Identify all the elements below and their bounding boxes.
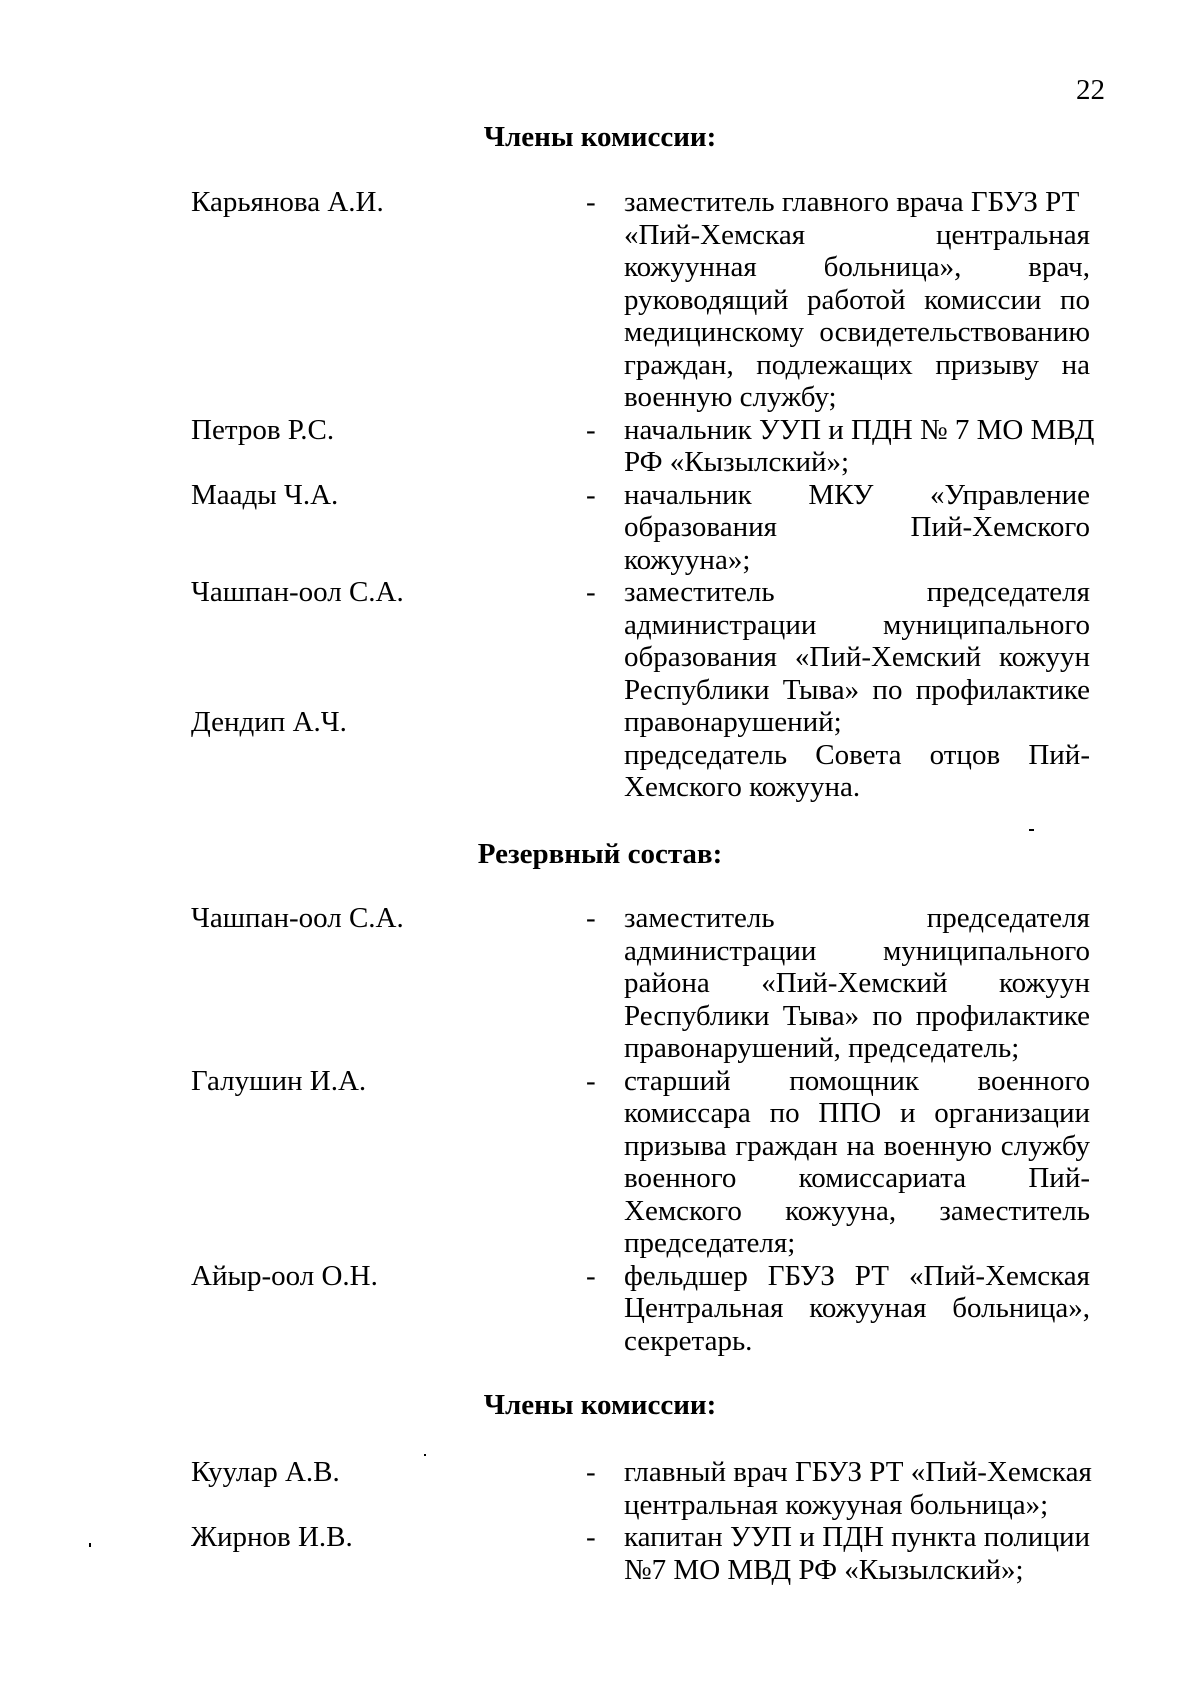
member-dash: - [586, 413, 596, 446]
scan-speck [89, 1543, 91, 1547]
member-dash: - [586, 1064, 596, 1097]
member-role-line: кожуунная больница», врач, [624, 251, 1090, 283]
member-role-line: фельдшер ГБУЗ РТ «Пий-Хемская [624, 1259, 1090, 1292]
member-role-line: кожууна»; [624, 543, 751, 576]
member-role-line: района «Пий-Хемский кожуун [624, 967, 1090, 999]
member-role-line: медицинскому освидетельствованию [624, 316, 1090, 348]
member-role-line: администрации муниципального [624, 934, 1090, 967]
member-dash: - [586, 902, 596, 934]
member-dash: - [586, 1521, 596, 1553]
member-role-line: РФ «Кызылский»; [624, 446, 850, 478]
scan-speck [1029, 829, 1034, 831]
member-dash: - [586, 186, 596, 218]
member-dash: - [586, 1456, 596, 1488]
member-role-line: администрации муниципального [624, 608, 1090, 641]
member-role-line: правонарушений; [624, 706, 842, 738]
member-name: Галушин И.А. [191, 1064, 367, 1097]
section-heading-members: Члены комиссии: [483, 1389, 717, 1421]
member-name: Карьянова А.И. [191, 186, 384, 218]
member-role-line: председатель Совета отцов Пий- [624, 738, 1090, 771]
member-role-line: военного комиссариата Пий- [624, 1162, 1090, 1194]
member-name: Маады Ч.А. [191, 478, 339, 511]
member-name: Жирнов И.В. [191, 1521, 353, 1553]
member-name: Куулар А.В. [191, 1456, 340, 1488]
member-role-line: старший помощник военного [624, 1064, 1090, 1097]
member-role-line: Хемского кожууна, заместитель [624, 1194, 1090, 1227]
member-dash: - [586, 1259, 596, 1292]
member-role-line: правонарушений, председатель; [624, 1032, 1020, 1064]
member-role-line: Республики Тыва» по профилактике [624, 999, 1090, 1032]
member-role-line: №7 МО МВД РФ «Кызылский»; [624, 1553, 1024, 1586]
member-role-line: заместитель председателя [624, 576, 1090, 608]
member-name: Чашпан-оол С.А. [191, 576, 404, 608]
member-role-line: главный врач ГБУЗ РТ «Пий-Хемская [624, 1456, 1092, 1488]
member-role-line: начальник УУП и ПДН № 7 МО МВД [624, 413, 1095, 446]
member-role-line: центральная кожууная больница»; [624, 1488, 1049, 1521]
section-heading-members: Члены комиссии: [483, 121, 717, 153]
member-name: Айыр-оол О.Н. [191, 1259, 378, 1292]
member-role-line: Хемского кожууна. [624, 771, 861, 803]
member-role-line: Республики Тыва» по профилактике [624, 673, 1090, 706]
member-role-line: заместитель главного врача ГБУЗ РТ [624, 186, 1080, 218]
page-number: 22 [1076, 74, 1105, 106]
member-dash: - [586, 576, 596, 608]
member-name: Дендип А.Ч. [191, 706, 347, 738]
member-role-line: капитан УУП и ПДН пункта полиции [624, 1521, 1090, 1553]
member-role-line: комиссара по ППО и организации [624, 1097, 1090, 1129]
member-name: Петров Р.С. [191, 413, 335, 446]
member-role-line: призыва граждан на военную службу [624, 1129, 1090, 1162]
member-role-line: секретарь. [624, 1324, 753, 1357]
scan-speck [424, 1454, 426, 1456]
member-role-line: граждан, подлежащих призыву на [624, 348, 1090, 381]
member-name: Чашпан-оол С.А. [191, 902, 404, 934]
member-role-line: руководящий работой комиссии по [624, 283, 1090, 316]
member-role-line: образования «Пий-Хемский кожуун [624, 641, 1090, 673]
member-role-line: военную службу; [624, 381, 837, 413]
member-role-line: «Пий-Хемская центральная [624, 218, 1090, 251]
section-heading-reserve: Резервный состав: [477, 838, 723, 870]
member-role-line: начальник МКУ «Управление [624, 478, 1090, 511]
member-role-line: образования Пий-Хемского [624, 511, 1090, 543]
member-role-line: председателя; [624, 1227, 796, 1259]
member-role-line: заместитель председателя [624, 902, 1090, 934]
member-dash: - [586, 478, 596, 511]
member-role-line: Центральная кожууная больница», [624, 1292, 1090, 1324]
